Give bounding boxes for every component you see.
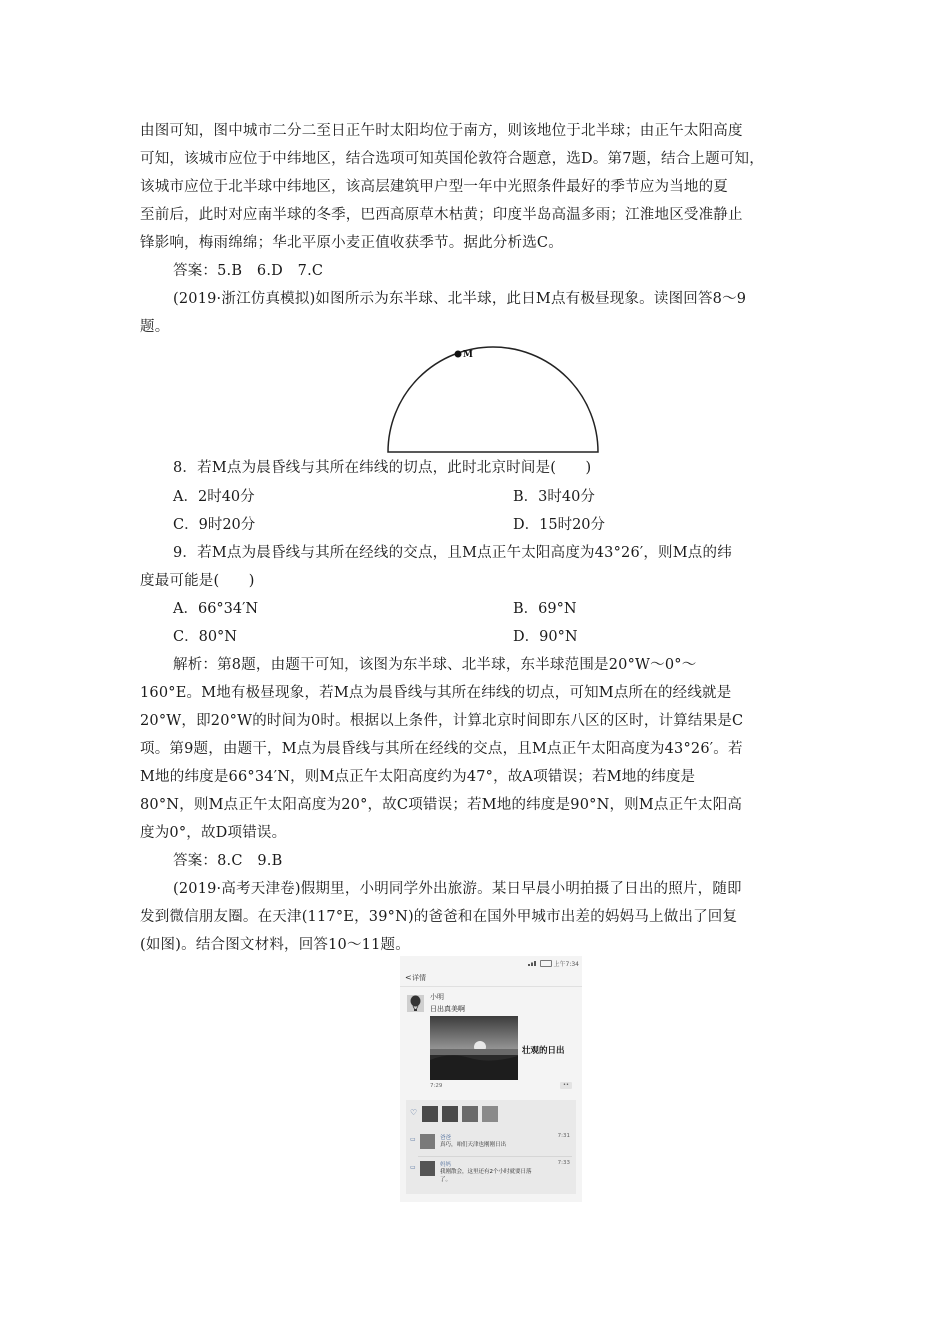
more-button[interactable]: •• xyxy=(560,1082,572,1089)
battery-icon xyxy=(540,960,552,967)
balloon-icon xyxy=(407,995,424,1012)
comment-text: 我刚散会，这里还有2个小时就要日落 xyxy=(440,1169,532,1175)
photo-caption: 壮观的日出 xyxy=(522,1046,565,1056)
analysis2-line-5: M地的纬度是66°34′N，则M点正午太阳高度约为47°，故A项错误；若M地的纬度是 xyxy=(140,769,696,785)
hemisphere-outline xyxy=(388,347,598,452)
para1-line-1: 由图可知，图中城市二分二至日正午时太阳均位于南方，则该地位于北半球；由正午太阳高度 xyxy=(140,123,743,139)
liker-avatar[interactable] xyxy=(462,1106,478,1122)
divider xyxy=(418,1156,572,1157)
para1-line-3: 该城市应位于北半球中纬地区，该高层建筑甲户型一年中光照条件最好的季节应为当地的夏 xyxy=(140,179,728,195)
status-bar xyxy=(400,956,582,970)
comment-name[interactable]: 妈妈 xyxy=(440,1162,452,1168)
comment-name[interactable]: 爸爸 xyxy=(440,1135,452,1141)
analysis2-line-2: 160°E。M地有极昼现象，若M点为晨昏线与其所在纬线的切点，可知M点所在的经线就是 xyxy=(140,685,732,701)
poster-name[interactable]: 小明 xyxy=(430,993,444,1001)
para1-line-4: 至前后，此时对应南半球的冬季，巴西高原草木枯黄；印度半岛高温多雨；江淮地区受准静止 xyxy=(140,207,743,223)
intro2-line-1: (2019·浙江仿真模拟)如图所示为东半球、北半球，此日M点有极昼现象。读图回答8～9 xyxy=(173,291,747,307)
liker-avatar[interactable] xyxy=(442,1106,458,1122)
analysis2-line-7: 度为0°，故D项错误。 xyxy=(140,825,287,841)
title-bar xyxy=(400,970,582,987)
liker-avatar[interactable] xyxy=(482,1106,498,1122)
q8-option-a: A．2时40分 xyxy=(173,489,255,505)
comments-section xyxy=(406,1130,576,1194)
post-text: 日出真美啊 xyxy=(430,1005,465,1013)
q9-stem-line-1: 9．若M点为晨昏线与其所在经线的交点，且M点正午太阳高度为43°26′，则M点的纬 xyxy=(173,545,732,561)
q9-option-c: C．80°N xyxy=(173,629,237,645)
analysis2-line-6: 80°N，则M点正午太阳高度为20°，故C项错误；若M地的纬度是90°N，则M点正午太阳高 xyxy=(140,797,743,813)
intro2-line-2: 题。 xyxy=(140,319,170,335)
page-title: 详情 xyxy=(412,974,426,982)
analysis2-line-4: 项。第9题，由题干，M点为晨昏线与其所在经线的交点，且M点正午太阳高度为43°26′。若 xyxy=(140,741,743,757)
sunrise-photo[interactable] xyxy=(430,1016,518,1080)
post-time: 7:29 xyxy=(430,1083,443,1089)
para1-line-5: 锋影响，梅雨绵绵；华北平原小麦正值收获季节。据此分析选C。 xyxy=(140,235,563,251)
q8-option-d: D．15时20分 xyxy=(513,517,606,533)
status-time: 上午7:34 xyxy=(553,961,579,968)
likes-bar xyxy=(406,1100,576,1130)
comment-time: 7:33 xyxy=(557,1160,570,1166)
avatar[interactable] xyxy=(407,995,424,1012)
answer-5-7: 答案：5.B 6.D 7.C xyxy=(173,263,324,279)
comment-text: 了。 xyxy=(440,1177,452,1183)
wechat-moments-screenshot xyxy=(400,956,582,1202)
q9-option-a: A．66°34′N xyxy=(173,601,259,617)
comment-icon: ▭ xyxy=(410,1164,416,1171)
point-m-label: M xyxy=(463,350,473,360)
analysis2-line-1: 解析：第8题，由题干可知，该图为东半球、北半球，东半球范围是20°W～0°～ xyxy=(173,657,697,673)
commenter-avatar[interactable] xyxy=(420,1161,435,1176)
answer-8-9: 答案：8.C 9.B xyxy=(173,853,283,869)
q8-option-c: C．9时20分 xyxy=(173,517,256,533)
intro3-line-2: 发到微信朋友圈。在天津(117°E，39°N)的爸爸和在国外甲城市出差的妈妈马上做出了回复 xyxy=(140,909,738,925)
para1-line-2: 可知，该城市应位于中纬地区，结合选项可知英国伦敦符合题意，选D。第7题，结合上题可知， xyxy=(140,151,764,167)
analysis2-line-3: 20°W，即20°W的时间为0时。根据以上条件，计算北京时间即东八区的区时，计算结果是C xyxy=(140,713,744,729)
point-m-marker xyxy=(455,351,462,358)
hemisphere-figure xyxy=(380,344,606,456)
signal-icon xyxy=(528,960,538,966)
comment-text: 真巧，咱们天津也刚刚日出 xyxy=(440,1142,507,1148)
q8-option-b: B．3时40分 xyxy=(513,489,595,505)
q9-option-b: B．69°N xyxy=(513,601,577,617)
liker-avatar[interactable] xyxy=(422,1106,438,1122)
q8-stem: 8．若M点为晨昏线与其所在纬线的切点，此时北京时间是( ) xyxy=(173,460,592,476)
q9-stem-line-2: 度最可能是( ) xyxy=(140,573,255,589)
back-icon[interactable]: < xyxy=(405,973,412,982)
q9-option-d: D．90°N xyxy=(513,629,578,645)
intro3-line-3: (如图)。结合图文材料，回答10～11题。 xyxy=(140,937,410,953)
comment-icon: ▭ xyxy=(410,1136,416,1143)
commenter-avatar[interactable] xyxy=(420,1134,435,1149)
heart-icon: ♡ xyxy=(410,1108,418,1117)
comment-time: 7:31 xyxy=(557,1133,570,1139)
intro3-line-1: (2019·高考天津卷)假期里，小明同学外出旅游。某日早晨小明拍摄了日出的照片，随即 xyxy=(173,881,742,897)
